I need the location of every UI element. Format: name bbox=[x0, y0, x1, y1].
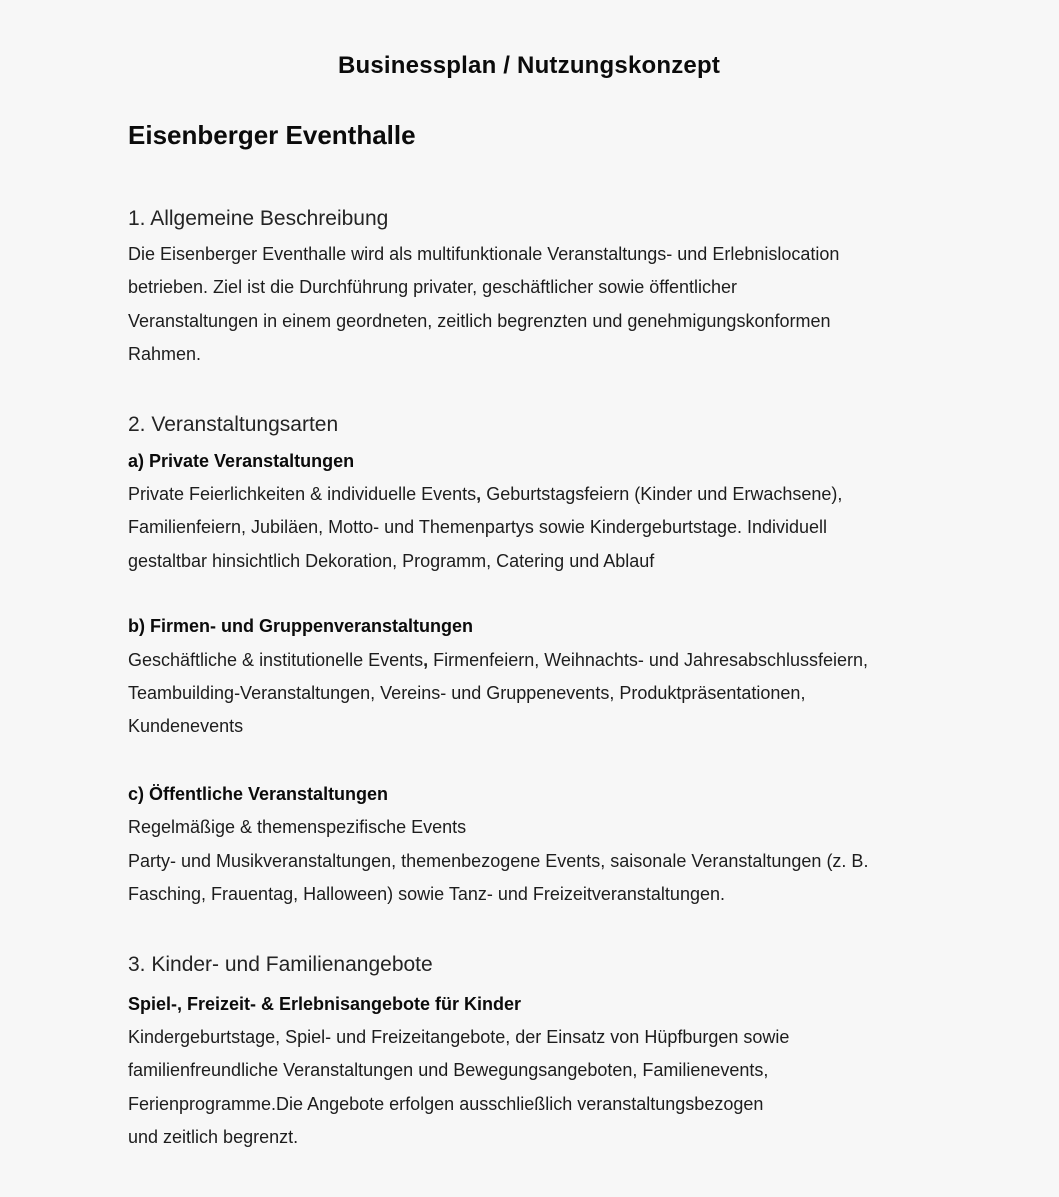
section-kinder-familienangebote bbox=[128, 952, 930, 1155]
paragraph-line: Kundenevents bbox=[128, 716, 244, 737]
paragraph-line: Ferienprogramme.Die Angebote erfolgen ausschließlich veranstaltungsbezogen bbox=[128, 1093, 764, 1114]
paragraph-line: gestaltbar hinsichtlich Dekoration, Programm, Catering und Ablauf bbox=[128, 550, 655, 571]
line-text: Firmenfeiern, Weihnachts- und Jahresabschlussfeiern, bbox=[428, 649, 869, 670]
section-heading: 1. Allgemeine Beschreibung bbox=[128, 207, 389, 230]
paragraph-line: Die Eisenberger Eventhalle wird als multifunktionale Veranstaltungs- und Erlebnislocation bbox=[128, 244, 840, 264]
paragraph bbox=[128, 644, 930, 744]
paragraph bbox=[128, 811, 930, 911]
subsection-heading-oeffentliche: c) Öffentliche Veranstaltungen bbox=[128, 783, 389, 804]
paragraph-line: Regelmäßige & themenspezifische Events bbox=[128, 817, 467, 838]
subsection-heading-private-veranstaltungen: a) Private Veranstaltungen bbox=[128, 450, 355, 471]
line-text: Geschäftliche & institutionelle Events bbox=[128, 649, 424, 670]
line-text: Geburtstagsfeiern (Kinder und Erwachsene), bbox=[481, 484, 843, 505]
paragraph-line bbox=[128, 644, 930, 677]
section-veranstaltungsarten bbox=[128, 412, 930, 579]
section-heading: 3. Kinder- und Familienangebote bbox=[128, 952, 433, 976]
subsection-heading-spiel-freizeit: Spiel-, Freizeit- & Erlebnisangebote für Kinder bbox=[128, 993, 522, 1014]
paragraph-line: Kindergeburtstage, Spiel- und Freizeitangebote, der Einsatz von Hüpfburgen sowie bbox=[128, 1026, 790, 1047]
paragraph bbox=[128, 1021, 930, 1155]
bold-comma: , bbox=[476, 484, 482, 505]
document-heading: Eisenberger Eventhalle bbox=[128, 120, 416, 150]
paragraph-line: Familienfeiern, Jubiläen, Motto- und Themenpartys sowie Kindergeburtstage. Individuell bbox=[128, 517, 828, 538]
paragraph-line: familienfreundliche Veranstaltungen und Bewegungsangeboten, Familienevents, bbox=[128, 1060, 769, 1081]
paragraph-line: Rahmen. bbox=[128, 344, 202, 365]
paragraph-line: Teambuilding-Veranstaltungen, Vereins- und Gruppenevents, Produktpräsentationen, bbox=[128, 683, 806, 704]
paragraph bbox=[128, 478, 930, 578]
paragraph-line: Fasching, Frauentag, Halloween) sowie Tanz- und Freizeitveranstaltungen. bbox=[128, 884, 725, 905]
bold-comma: , bbox=[423, 649, 429, 670]
section-oeffentliche-veranstaltungen bbox=[128, 778, 930, 912]
section-allgemeine-beschreibung bbox=[128, 206, 930, 372]
paragraph-line: und zeitlich begrenzt. bbox=[128, 1127, 299, 1148]
subsection-heading-firmen-gruppen: b) Firmen- und Gruppenveranstaltungen bbox=[128, 616, 474, 637]
paragraph bbox=[128, 238, 930, 372]
paragraph-line: betrieben. Ziel ist die Durchführung privater, geschäftlicher sowie öffentlicher bbox=[128, 277, 737, 298]
paragraph-line bbox=[128, 478, 930, 511]
section-firmen-gruppenveranstaltungen bbox=[128, 610, 930, 744]
paragraph-line: Party- und Musikveranstaltungen, themenbezogene Events, saisonale Veranstaltungen (z. B. bbox=[128, 850, 869, 871]
document-title: Businessplan / Nutzungskonzept bbox=[337, 52, 721, 79]
line-text: Private Feierlichkeiten & individuelle Events bbox=[128, 484, 477, 505]
section-heading: 2. Veranstaltungsarten bbox=[128, 412, 339, 436]
paragraph-line: Veranstaltungen in einem geordneten, zeitlich begrenzten und genehmigungskonformen bbox=[128, 310, 831, 331]
